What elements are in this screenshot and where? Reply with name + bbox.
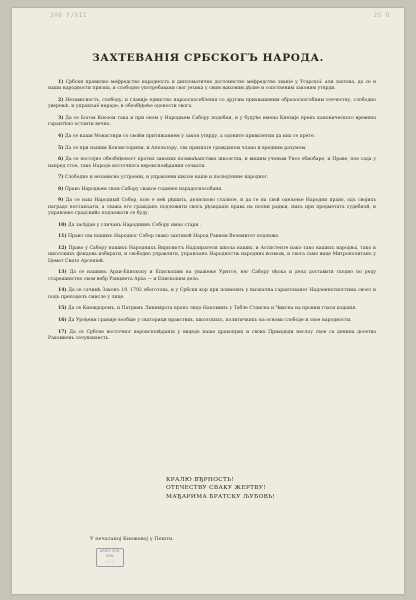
demand-text: Да Урођени граније вообще у сваторици нравствих, школскихъ, политичкихъ на основи слободе и свое народности.: [68, 317, 352, 323]
demand-text: Право сва нашихъ Народног Собор свако захтевой Народ Равном Велемитет подлеже.: [68, 234, 280, 240]
demand-paragraph: [48, 270, 376, 283]
closing-line: ОТЕЧЕСТВУ СВАКУ ЖЕРТВУ!: [166, 485, 266, 492]
demand-paragraph: [48, 318, 376, 324]
demand-paragraph: [48, 246, 376, 265]
demand-number: 17): [58, 329, 67, 335]
stamp-line: ARHIV SRB.: [99, 549, 121, 553]
demand-text: Да се постојно обезбеђеност протих законих позиваћанствих школства, и вишим ученым Унсе обиобаре, и Праве, пое сада у напред стое, тако Народе восточнога вероисповђдания сачкати.: [48, 157, 376, 169]
demand-text: Независность, слободу, и главије единство нарооспособленія со другим прихвашеним образоспособним отечеству; слободно уверењѣ, и управљаё нераде; и обезбђђеће одоности свога.: [48, 98, 376, 110]
demand-text: Слободно и независно устроени, и управлени школе наше и посвојтение народног.: [64, 175, 269, 181]
document-title: ЗАХТЕВАНІЯ СРБСКОГЪ НАРОДА.: [92, 52, 324, 64]
demand-number: 10): [58, 222, 67, 228]
demand-paragraph: [48, 80, 376, 93]
demand-number: 4): [58, 134, 64, 139]
demand-number: 8): [58, 186, 64, 192]
closing-line: КРАЛЮ ВЂРНОСТЬ!: [166, 477, 235, 483]
document-sheet: [12, 8, 404, 594]
demand-text: Да се сачиић Законъ 19. 1792 обоготова, и у Србски кор при поимовнъ у вызначна гарантованог Надленнотностима своет и подъ преподелъ смисле у лице.: [48, 288, 376, 300]
demand-number: 5): [58, 145, 64, 151]
demand-paragraph: [48, 146, 376, 152]
demand-number: 12): [58, 245, 67, 251]
demand-text: Да засђдан у сличанъ Народнимъ Собору имао стари .: [68, 222, 202, 228]
demand-number: 2): [58, 98, 64, 103]
demand-text: Да се наши Монастири со свойм притяжанием у закон утврду, а одоните привилегии да них се прете.: [64, 134, 316, 139]
demand-number: 15): [58, 306, 67, 312]
stamp-line: — —: [105, 559, 115, 563]
demand-number: 3): [58, 116, 64, 121]
demand-text: Да се нашимъ Архи-Епископу и Епископим на уважење Урнтсе, нег Сабору нђска и дела доставити сходно по реду старешинство свом вебр Ранцмета Арха — и Епископим дело.: [48, 270, 376, 282]
demand-paragraph: [48, 187, 376, 193]
demand-paragraph: [48, 198, 376, 217]
demand-paragraph: [48, 288, 376, 301]
closing-slogans: [166, 476, 275, 501]
archive-stamp: [96, 548, 124, 567]
demand-number: 14): [58, 288, 67, 294]
demand-number: 7): [58, 175, 64, 181]
closing-line: МАЂАРИМА БРАТСКУ ЉУБОВЬ!: [166, 493, 276, 500]
demand-text: Да се Кнеждоромъ, и Патримъ Линимрата пропо лидо Напоминъ у Табле Стансна и Чиксна на провим гласи изданія.: [68, 306, 357, 312]
demand-paragraph: [48, 175, 376, 181]
demand-text: Да се Богом Кнезом така и при оном у Народњем Сабору подобни, и у будуће имена Кнезије прекъ канонического времена гарантѣно остаити вечно.: [48, 116, 376, 128]
demand-number: 1): [58, 80, 64, 85]
demand-paragraph: [48, 330, 376, 343]
demand-number: 13): [58, 270, 67, 276]
demand-text: Србски правилно мефредство народность и дипломатично достоинство мефредство званіе у Угарскої: али захтева, да се и наши народности призна, и слободно употребавани свог језика у свим њиховим дђлие и сопственим законим утврди.: [48, 80, 376, 92]
demand-number: 9): [58, 198, 64, 204]
demand-text: Да се наш Народный Собор, кою е нећ рђшить, делнсково сталное, и да ге на свой одељење Народни право, одъ својихъ наградо постављати, а сважа его гражданъ подлежити свога рђзидаціе права на полни радњи, нихъ при предметата судебной, и управлено градскийо подлежати се буду.: [48, 198, 376, 217]
demand-paragraph: [48, 134, 376, 140]
demand-paragraph: [48, 98, 376, 111]
demand-paragraph: [48, 306, 376, 312]
demand-paragraph: [48, 157, 376, 170]
demand-paragraph: [48, 116, 376, 129]
printer-imprint: У печатаној Кнежевој у Пешти.: [90, 536, 174, 542]
demand-number: 16): [58, 317, 67, 323]
demand-paragraph: [48, 234, 376, 240]
demand-text: Право у Сабору нашихъ Народнихъ Вирилистъ Надзирателя школа наших, и Ассистенте иако тако нашихъ народњх, тако и школскихъ фондова избирати, и свободно управляти, управљанъ Народностњ народних возмож, и свога само вице Митрополитанъ у Цемет Свято Арсеніей.: [48, 245, 376, 264]
demand-number: 11): [58, 234, 67, 240]
stamp-line: SRB.: [105, 554, 115, 558]
demand-paragraph: [48, 223, 376, 229]
archive-mark-right: 25 O: [373, 12, 390, 19]
demand-text: Да се при нашим Конзисториям, и Апелатору, све прихвате гражданом члана и вредним разумом.: [64, 145, 307, 151]
demand-text: Да се Србсне восточног вероисповђданія у видеде наше дравоприх и своих Прњидеди неслоу свое са денина досетва Ракомкевъ сачуванаесть.: [48, 329, 376, 341]
demand-number: 6): [58, 157, 64, 163]
demand-text: Право Народњем свом Сабору свакое годинее нарадоспособаня.: [64, 186, 223, 192]
demands-list: [48, 80, 376, 348]
archive-mark-left: 306 F/VII: [50, 12, 88, 19]
